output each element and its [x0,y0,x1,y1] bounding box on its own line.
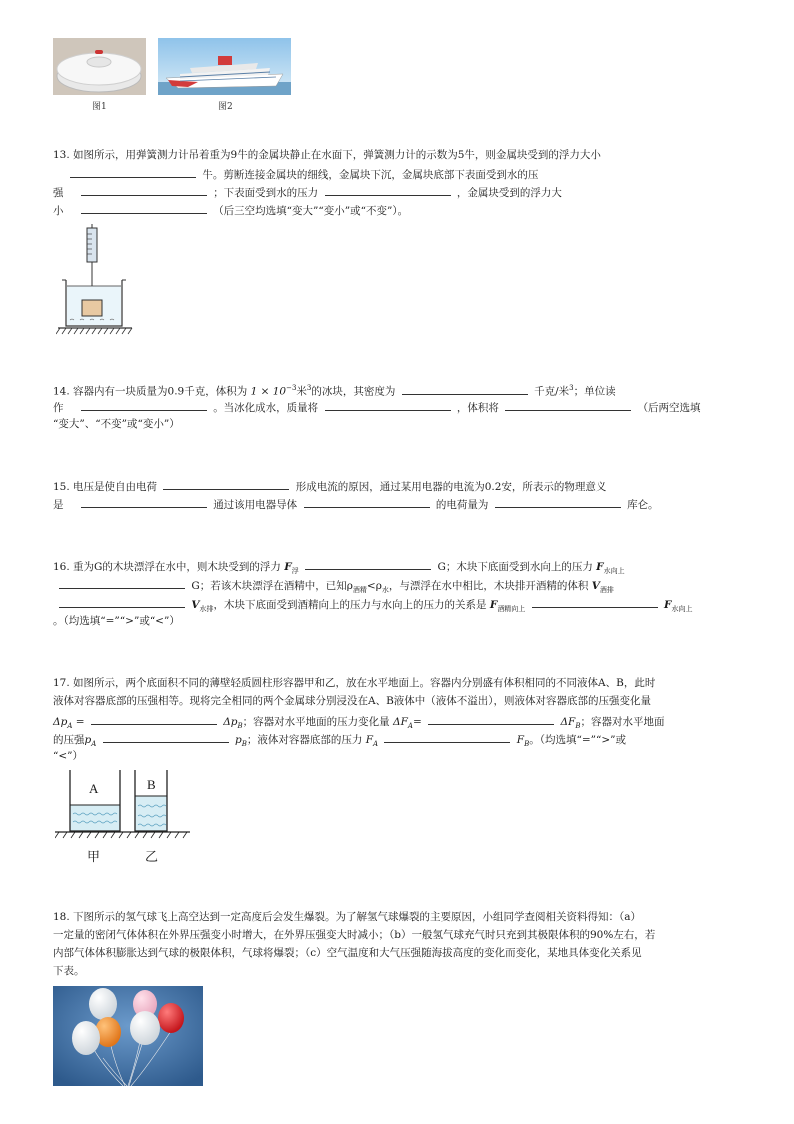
q17-blank-3[interactable] [103,731,229,743]
q13-blank-1[interactable] [70,166,196,178]
q13-line4: 小 （后三空均选填“变大”“变小”或“不变”）。 [53,202,408,219]
q18-line2: 一定量的密闭气体体积在外界压强变小时增大，在外界压强变大时减小；（b）一般氢气球充气时只充到其极限体积的90%左右，若 [53,929,656,941]
q15-blank-1[interactable] [163,478,289,490]
label-container-jia: 甲 [87,850,101,865]
q18-line4: 下表。 [53,965,85,977]
q16-blank-3[interactable] [59,596,185,608]
q13-spring-scale-diagram [56,224,136,336]
balloons-image [53,986,203,1086]
q15-blank-2[interactable] [81,496,207,508]
label-container-yi: 乙 [145,850,159,865]
figure-2-caption: 图2 [218,102,233,112]
cruise-ship-image [158,38,291,95]
q16-line3: $V_{水排}$，木块下底面受到酒精向上的压力与水向上的压力的关系是 $F_{酒精向上}$ $F_{水向上}$ [53,596,692,617]
q15-blank-3[interactable] [304,496,430,508]
q16-blank-2[interactable] [59,577,185,589]
q16-line1: 16. 重为G的木块漂浮在水中，则木块受到的浮力 $F_浮$ G；木块下底面受到水向上的压力 $F_{水向上}$ [53,558,625,579]
q14-blank-3[interactable] [325,399,451,411]
q13-line1: 13. 如图所示，用弹簧测力计吊着重为9牛的金属块静止在水面下，弹簧测力计的示数为5牛，则金属块受到的浮力大小 [53,149,601,161]
q17-line3: $\Delta p_A = \Delta p_B$；容器对水平地面的压力变化量 $\Delta F_A= \Delta F_B$；容器对水平地面 [53,713,664,734]
q14-line1: 14. 容器内有一块质量为0.9千克，体积为 $1 \times 10^{-3}$米$^3$的冰块，其密度为 千克/米$^3$；单位读 [53,384,616,398]
q14-blank-2[interactable] [81,399,207,411]
robot-vacuum-image [53,38,146,95]
label-liquid-b: B [147,777,156,792]
q17-containers-diagram [55,766,195,866]
q13-line3: 强 ；下表面受到水的压力 ，金属块受到的浮力大 [53,184,562,201]
q16-line2: G；若该木块漂浮在酒精中，已知$\rho_{酒精}<\rho_水$，与漂浮在水中相比，木块排开酒精的体积 $V_{酒排}$ [53,577,614,598]
q17-line2: 液体对容器底部的压强相等。现将完全相同的两个金属球分别浸没在A、B液体中（液体不溢出），则液体对容器底部的压强变化量 [53,695,652,707]
q18-line3: 内部气体体积膨胀达到气球的极限体积，气球将爆裂；（c）空气温度和大气压强随海拔高度的变化而变化，某地具体变化关系见 [53,947,642,959]
q14-line3: “变大”、“不变”或“变小”） [53,418,180,430]
q16-blank-4[interactable] [532,596,658,608]
q16-blank-1[interactable] [305,558,431,570]
q13-blank-2[interactable] [81,184,207,196]
q18-line1: 18. 下图所示的氢气球飞上高空达到一定高度后会发生爆裂。为了解氢气球爆裂的主要原因，小组同学查阅相关资料得知：（a） [53,911,642,923]
q14-line2: 作 。当冰化成水，质量将 ，体积将 （后两空选填 [53,399,701,416]
q14-blank-4[interactable] [505,399,631,411]
q17-line5: “<”） [53,750,84,762]
q14-blank-1[interactable] [402,383,528,395]
q15-line2: 是 通过该用电器导体 的电荷量为 库仑。 [53,496,659,513]
q16-line4: 。（均选填“=”“>”或“<”） [53,615,180,627]
q17-blank-2[interactable] [428,713,554,725]
q13-blank-3[interactable] [325,184,451,196]
q15-blank-4[interactable] [495,496,621,508]
q15-line1: 15. 电压是使自由电荷 形成电流的原因，通过某用电器的电流为0.2安，所表示的物理意义 [53,478,606,495]
q17-blank-4[interactable] [384,731,510,743]
q17-line4: 的压强$p_A$ $p_B$；液体对容器底部的压力 $F_A$ $F_B$。（均选填“=”“>”或 [53,731,626,752]
q17-blank-1[interactable] [91,713,217,725]
q13-line2: 牛。剪断连接金属块的细线，金属块下沉，金属块底部下表面受到水的压 [53,166,538,183]
figure-1-caption: 图1 [92,102,107,112]
q17-line1: 17. 如图所示，两个底面积不同的薄壁轻质圆柱形容器甲和乙，放在水平地面上。容器内分别盛有体积相同的不同液体A、B，此时 [53,677,656,689]
label-liquid-a: A [89,781,99,796]
q13-blank-4[interactable] [81,202,207,214]
